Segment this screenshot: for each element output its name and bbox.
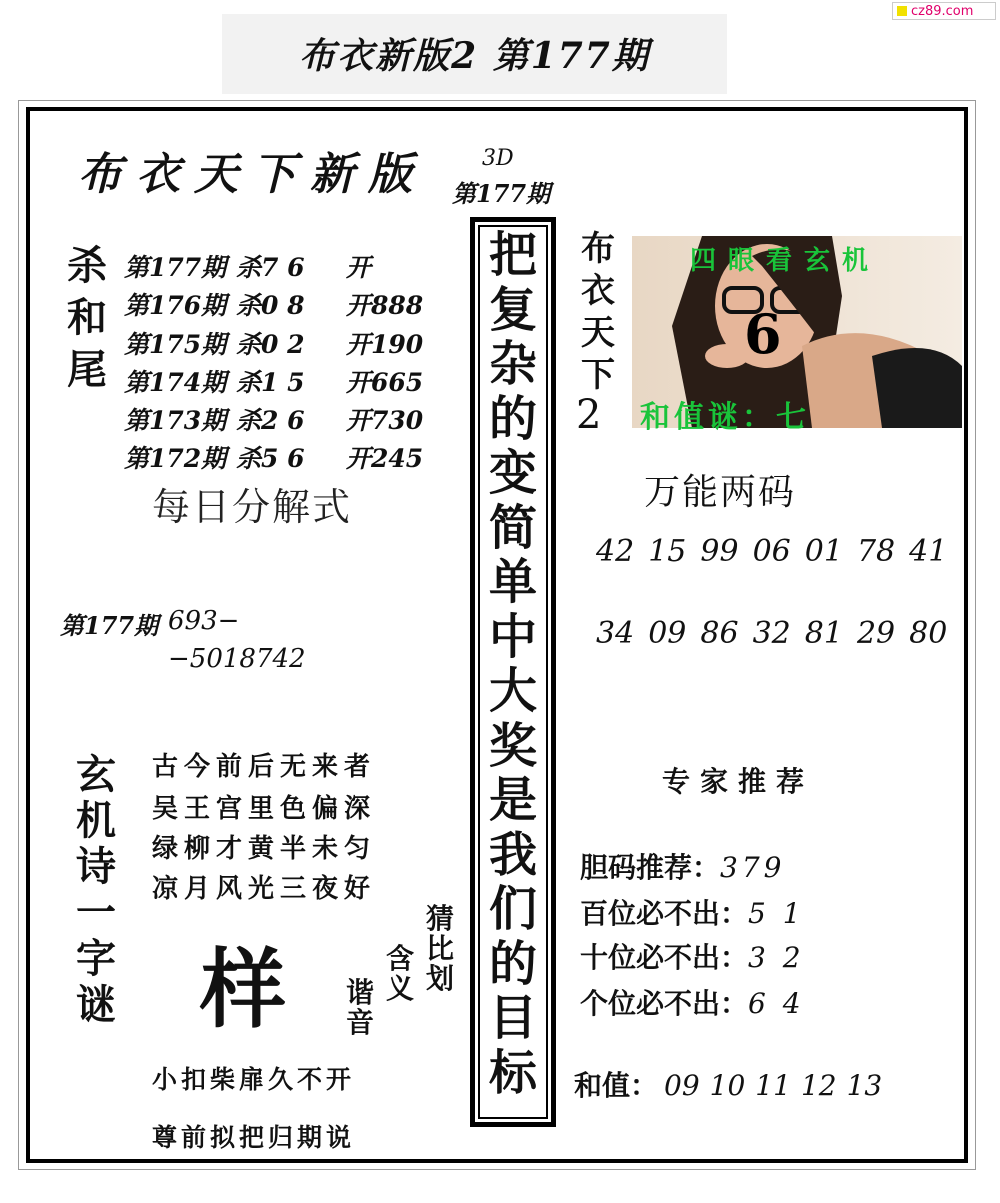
- kill-row-kill: 杀0 8: [236, 291, 305, 320]
- kill-row-open: 开730: [346, 406, 424, 435]
- kill-row: [124, 363, 423, 399]
- photo-title: 四眼看玄机: [690, 246, 881, 276]
- slogan-char: 复: [488, 281, 537, 338]
- expert-line: [580, 892, 805, 932]
- number-cell: 99: [700, 534, 739, 569]
- buyi-version-number: 2: [576, 392, 602, 438]
- expert-label: 胆码推荐：: [580, 851, 721, 884]
- label-char: 谜: [76, 981, 116, 1028]
- kill-row-issue: 第176期: [124, 291, 227, 320]
- riddle-hint-gesture: [424, 904, 456, 994]
- slogan-char: 是: [488, 772, 537, 828]
- hint-char: 义: [385, 972, 414, 1005]
- slogan-char: 我: [488, 826, 537, 883]
- expert-value: 6 4: [748, 987, 805, 1020]
- kill-row-issue: 第173期: [124, 406, 227, 435]
- label-char: 尾: [67, 346, 107, 393]
- kill-row-kill: 杀2 6: [236, 406, 305, 435]
- riddle-hint-meaning: [384, 944, 416, 1004]
- kill-row-open: 开245: [346, 444, 424, 473]
- expert-value: 3 2: [748, 941, 805, 974]
- title-char: 布: [581, 229, 615, 269]
- kill-row-open: 开190: [346, 330, 424, 359]
- slogan-char: 把: [488, 227, 537, 283]
- kill-row-issue: 第172期: [124, 444, 227, 473]
- slogan-char: 的: [488, 390, 537, 447]
- label-char: 和: [67, 294, 107, 341]
- number-cell: 34: [596, 616, 635, 651]
- hint-char: 猜: [425, 902, 454, 935]
- slogan-char: 标: [488, 1044, 537, 1101]
- label-char: 杀: [67, 242, 107, 289]
- slogan-char: 大: [488, 663, 537, 719]
- slogan-char: 杂: [488, 336, 537, 392]
- slogan-char: 变: [488, 445, 537, 501]
- slogan-char: 单: [488, 554, 537, 610]
- label-char: 字: [76, 935, 116, 982]
- sum-label: 和值：: [574, 1069, 659, 1102]
- slogan-char: 们: [488, 881, 537, 937]
- universal-two-row: [596, 534, 961, 569]
- title-char: 衣: [581, 271, 615, 311]
- hint-char: 比: [425, 932, 454, 965]
- kill-row: [124, 286, 423, 322]
- number-cell: 81: [804, 616, 843, 651]
- number-cell: 06: [752, 534, 791, 569]
- number-cell: 01: [804, 534, 843, 569]
- number-cell: 86: [700, 616, 739, 651]
- expert-value: 379: [720, 851, 786, 884]
- expert-label: 百位必不出：: [580, 897, 749, 930]
- photo-number: 6: [744, 302, 782, 366]
- brand-3d-tag: 3D: [482, 146, 514, 171]
- slogan-char: 简: [488, 499, 537, 556]
- kill-sum-tail-label: [62, 240, 112, 396]
- kill-row-issue: 第177期: [124, 253, 227, 282]
- kill-row: [124, 248, 371, 284]
- label-char: 机: [76, 797, 116, 844]
- kill-row-kill: 杀7 6: [236, 253, 305, 282]
- slogan-char: 中: [488, 608, 537, 665]
- expert-label: 个位必不出：: [580, 987, 749, 1020]
- expert-value: 5 1: [748, 897, 805, 930]
- expert-title: 专家推荐: [662, 765, 815, 798]
- center-slogan: [478, 228, 548, 1100]
- kill-row-open: 开: [346, 253, 372, 282]
- daily-formula-title: 每日分解式: [152, 485, 353, 529]
- clue-line: 小扣柴扉久不开: [152, 1065, 356, 1094]
- daily-value-1: 693−: [168, 606, 240, 636]
- brand-title: 布衣天下新版: [78, 149, 426, 200]
- label-char: 一: [76, 889, 116, 936]
- number-cell: 78: [856, 534, 896, 569]
- universal-two-title: 万能两码: [644, 472, 797, 513]
- poem-line: 吴王宫里色偏深: [152, 794, 377, 824]
- poem-line: 绿柳才黄半未匀: [152, 834, 377, 864]
- label-char: 玄: [76, 751, 116, 798]
- watermark-icon: [897, 6, 907, 16]
- daily-issue: 第177期: [60, 611, 159, 640]
- title-char: 天: [581, 313, 615, 353]
- number-cell: 29: [856, 616, 896, 651]
- riddle-character: 样: [200, 939, 286, 1040]
- slogan-char: 目: [488, 990, 537, 1046]
- buyi-vertical-title: [568, 228, 628, 396]
- kill-row: [124, 401, 423, 437]
- daily-value-2: −5018742: [168, 644, 306, 674]
- number-cell: 41: [909, 534, 948, 569]
- kill-row-issue: 第174期: [124, 368, 227, 397]
- universal-two-row: [596, 616, 961, 651]
- kill-row-open: 开665: [346, 368, 424, 397]
- poem-line: 凉月风光三夜好: [152, 874, 377, 904]
- expert-label: 十位必不出：: [580, 941, 749, 974]
- sum-value: 11: [755, 1069, 791, 1102]
- hint-char: 谐: [345, 976, 374, 1009]
- kill-row-issue: 第175期: [124, 330, 227, 359]
- sum-value: 12: [800, 1069, 837, 1102]
- label-char: 诗: [76, 843, 116, 890]
- poem-riddle-label: [66, 752, 126, 1028]
- number-cell: 42: [596, 534, 635, 569]
- clue-line: 尊前拟把归期说: [152, 1123, 356, 1152]
- poem-line: 古今前后无来者: [152, 752, 377, 782]
- kill-row: [124, 325, 423, 361]
- site-watermark: [892, 2, 996, 20]
- expert-line: [580, 936, 805, 976]
- kill-row-open: 开888: [346, 291, 424, 320]
- number-cell: 15: [648, 534, 687, 569]
- header-title: 布衣新版2 第177期: [299, 35, 650, 77]
- expert-line: [580, 982, 805, 1022]
- hint-char: 含: [385, 942, 414, 975]
- sum-value: 09: [664, 1069, 700, 1102]
- sum-value: 10: [709, 1069, 746, 1102]
- kill-row: [124, 439, 423, 475]
- slogan-char: 的: [488, 935, 537, 992]
- title-char: 下: [581, 355, 615, 395]
- slogan-char: 奖: [488, 717, 537, 774]
- number-cell: 09: [648, 616, 687, 651]
- watermark-text: cz89.com: [911, 3, 974, 19]
- number-cell: 80: [909, 616, 948, 651]
- kill-row-kill: 杀0 2: [236, 330, 305, 359]
- number-cell: 32: [752, 616, 791, 651]
- brand-issue: 第177期: [452, 179, 551, 208]
- sum-value: 13: [846, 1069, 883, 1102]
- hint-char: 划: [425, 962, 454, 995]
- hint-char: 音: [345, 1006, 374, 1039]
- expert-line: [580, 846, 785, 886]
- kill-row-kill: 杀1 5: [236, 368, 305, 397]
- riddle-hint-homophone: [344, 978, 376, 1038]
- kill-row-kill: 杀5 6: [236, 444, 305, 473]
- sum-values-line: [574, 1064, 892, 1104]
- photo-sum-hint: 和值谜：七: [640, 400, 810, 435]
